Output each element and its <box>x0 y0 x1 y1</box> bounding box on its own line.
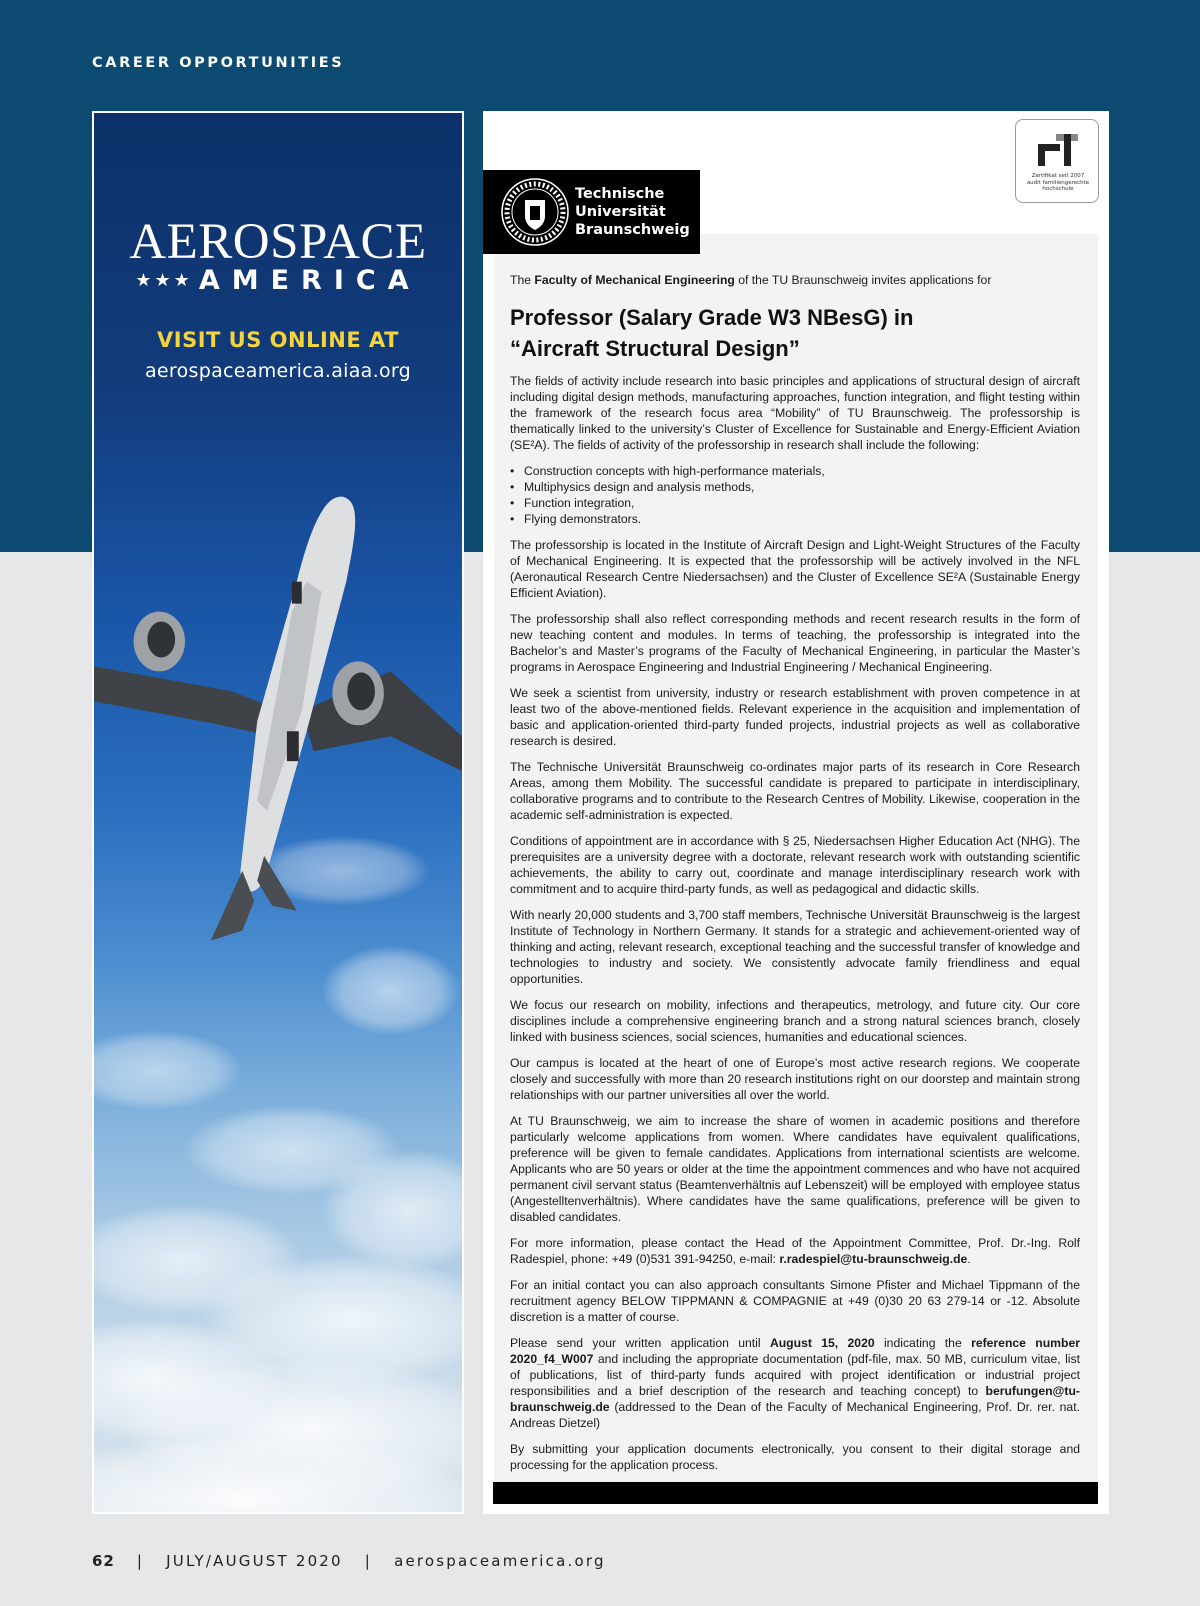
ad-text <box>510 272 1080 1483</box>
audit-logo-icon <box>1036 130 1080 170</box>
issue-date: JULY/AUGUST 2020 <box>166 1552 343 1570</box>
america-text: AMERICA <box>198 265 421 296</box>
research-fields-list <box>510 463 1080 527</box>
paragraph-consultants: For an initial contact you can also approach consultants Simone Pfister and Michael Tippmann of the recruitment agency BELOW TIPPMANN & COMPAGNIE at +49 (0)30 20 63 279-14 or -12. Absolute discretion is a matter of course. <box>510 1278 1080 1324</box>
paragraph-contact: For more information, please contact the Head of the Appointment Committee, Prof. Dr.-Ing. Rolf Radespiel, phone: +49 (0)531 391-94250, e-mail: r.radespiel@tu-braunschweig.de. <box>510 1236 1080 1266</box>
section-label: CAREER OPPORTUNITIES <box>92 55 345 71</box>
certificate-line: Zertifikat seit 2007 <box>1031 173 1085 179</box>
paragraph-consent: By submitting your application documents electronically, you consent to their digital storage and processing for the application process. <box>510 1442 1080 1472</box>
contact-email-link[interactable]: r.radespiel@tu-braunschweig.de <box>779 1252 968 1266</box>
ad-footer-bar <box>493 1482 1098 1504</box>
tu-name-line: Technische <box>575 186 665 202</box>
tu-name <box>575 185 690 239</box>
visit-us-online-label: VISIT US ONLINE AT <box>157 328 399 352</box>
list-item: • Function integration, <box>510 495 1080 511</box>
deadline-date: August 15, 2020 <box>769 1336 875 1350</box>
certificate-text <box>1020 173 1096 193</box>
position-title <box>510 302 1080 364</box>
intro-line: The Faculty of Mechanical Engineering of the TU Braunschweig invites applications for <box>510 273 992 287</box>
paragraph-application: Please send your written application until August 15, 2020 indicating the reference number 2020_f4_W007 and including the appropriate documentation (pdf-file, max. 50 MB, curriculum vitae, list of publications, list of third-party funds acquired with project identification or industrial project responsibilities and a brief description of the research and teaching concept) to berufungen@tu-braunschweig.de (addressed to the Dean of the Faculty of Mechanical Engineering, Prof. Dr. rer. nat. Andreas Dietzel) <box>510 1336 1080 1430</box>
family-audit-certificate <box>1015 119 1099 203</box>
footer-separator: | <box>364 1552 373 1570</box>
paragraph-teaching: The professorship shall also reflect corresponding methods and recent research results in the form of new teaching content and modules. In terms of teaching, the professorship is integrated into the Bachelor’s and Master’s programs of the Faculty of Mechanical Engineering, in particular the Master’s programs in Aerospace Engineering and Industrial Engineering / Mechanical Engineering. <box>510 612 1080 674</box>
university-seal-icon <box>499 176 571 248</box>
certificate-line: hochschule <box>1042 186 1074 192</box>
paragraph-research-focus: We focus our research on mobility, infections and therapeutics, metrology, and future city. Our core disciplines include a comprehensive engineering branch and a strong natural sciences branch, closely linked with business sciences, social sciences, humanities and educational sciences. <box>510 998 1080 1044</box>
paragraph-conditions: Conditions of appointment are in accordance with § 25, Niedersachsen Higher Education Act (NHG). The prerequisites are a university degree with a doctorate, relevant research work with outstanding scientific achievements, the ability to carry out, coordinate and manage interdisciplinary research work with commitment and to acquire third-party funds, as well as pedagogical and didactic skills. <box>510 834 1080 896</box>
page-number: 62 <box>92 1552 115 1570</box>
aerospace-america-promo[interactable] <box>92 111 464 1514</box>
paragraph-location: The professorship is located in the Institute of Aircraft Design and Light-Weight Structures of the Faculty of Mechanical Engineering. It is expected that the professorship will be actively involved in the NFL (Aeronautical Research Centre Niedersachsen) and the Cluster of Excellence SE²A (Sustainable Energy Efficient Aviation). <box>510 538 1080 600</box>
paragraph-university: With nearly 20,000 students and 3,700 staff members, Technische Universität Braunschweig is the largest Institute of Technology in Northern Germany. It stands for a strategic and achievement-oriented way of thinking and acting, relevant research, exceptional teaching and the successful transfer of knowledge and technologies to industry and society. We consistently advocate family friendliness and equal opportunities. <box>510 908 1080 986</box>
aerospace-america-logo: AEROSPACE <box>129 214 427 270</box>
footer-separator: | <box>136 1552 145 1570</box>
paragraph-requirements: We seek a scientist from university, industry or research establishment with proven competence in at least two of the above-mentioned fields. Relevant experience in the acquisition and implementation of basic and application-oriented third-party funded projects, industrial projects as well as collaborative research is desired. <box>510 686 1080 748</box>
paragraph-campus: Our campus is located at the heart of one of Europe’s most active research regions. We cooperate closely and successfully with more than 20 research institutions right on our doorstep and maintain strong relationships with our partner universities all over the world. <box>510 1056 1080 1102</box>
reference-number: reference number 2020_f4_W007 <box>510 1336 1080 1366</box>
position-title-line: “Aircraft Structural Design” <box>510 336 800 361</box>
footer-website-link[interactable]: aerospaceamerica.org <box>394 1552 606 1570</box>
paragraph-equal-opportunity: At TU Braunschweig, we aim to increase the share of women in academic positions and therefore particularly welcome applications from women. Where candidates have equivalent qualifications, preference will be given to female candidates. Applications from international scientists are welcome. Applicants who are 50 years or older at the time the appointment commences and who have not acquired permanent civil servant status (Beamtenverhältnis auf Lebenszeit) will be employed with employee status (Angestelltenverhältnis). Where candidates have the same qualifications, preference will be given to disabled candidates. <box>510 1114 1080 1224</box>
paragraph-fields: The fields of activity include research into basic principles and applications of structural design of aircraft including digital design methods, manufacturing approaches, function integration, and flight testing within the framework of the research focus area “Mobility” of TU Braunschweig. The professorship is thematically linked to the university’s Cluster of Excellence for Sustainable and Energy-Efficient Aviation (SE²A). The fields of activity of the professorship in research shall include the following: <box>510 374 1080 452</box>
promo-website-link[interactable]: aerospaceamerica.aiaa.org <box>144 360 412 382</box>
application-email-link[interactable]: berufungen@tu-braunschweig.de <box>510 1384 1080 1414</box>
certificate-line: audit familiengerechte <box>1026 179 1090 186</box>
list-item: • Construction concepts with high-performance materials, <box>510 463 1080 479</box>
tu-name-line: Universität <box>575 204 666 220</box>
list-item: • Multiphysics design and analysis methods, <box>510 479 1080 495</box>
tu-name-line: Braunschweig <box>575 222 690 238</box>
america-wordmark <box>94 265 462 296</box>
tu-braunschweig-logo <box>483 170 700 254</box>
list-item: • Flying demonstrators. <box>510 511 1080 527</box>
airplane-sky-image <box>94 113 462 1512</box>
stars-icon: ★★★ <box>135 270 193 291</box>
position-title-line: Professor (Salary Grade W3 NBesG) in <box>510 305 914 330</box>
page-footer <box>92 1552 606 1570</box>
job-advertisement <box>483 111 1109 1514</box>
faculty-name: Faculty of Mechanical Engineering <box>534 273 735 287</box>
paragraph-core-research: The Technische Universität Braunschweig co-ordinates major parts of its research in Core Research Areas, among them Mobility. The successful candidate is prepared to participate in interdisciplinary, collaborative programs and to contribute to the Research Centres of Mobility. Likewise, cooperation in the academic self-administration is expected. <box>510 760 1080 822</box>
